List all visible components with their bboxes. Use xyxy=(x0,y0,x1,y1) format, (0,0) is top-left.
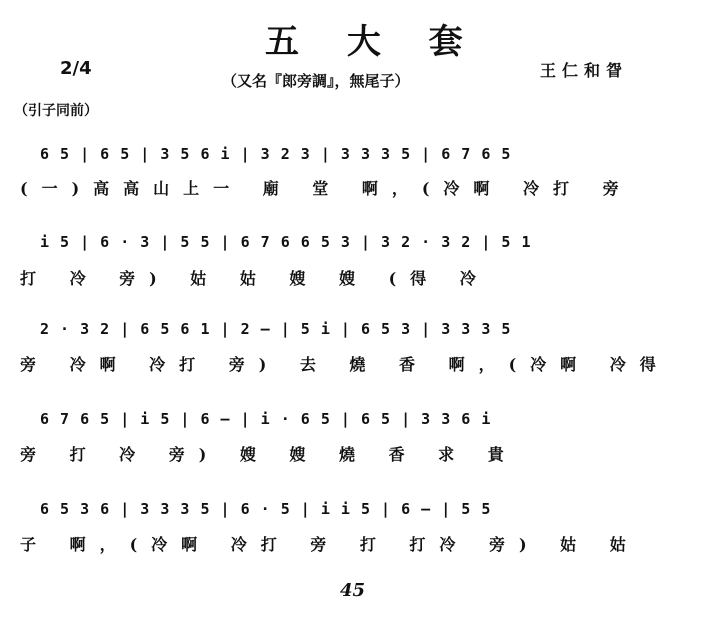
subtitle: （又名『郎旁調』，無尾子） xyxy=(222,72,410,90)
page-number: 45 xyxy=(340,580,366,601)
lyrics-row: 打 冷 旁) 姑 姑 嫂 嫂 (得 冷 xyxy=(20,269,490,288)
intro-note: （引子同前） xyxy=(14,103,98,119)
lyrics-row: 子 啊，(冷啊 冷打 旁 打 打冷 旁) 姑 姑 xyxy=(20,535,640,554)
notation-row: 6 5 3 6 | 3 3 3 5 | 6 · 5 | i i 5 | 6 — | 5 5 xyxy=(40,500,492,518)
lyrics-row: 旁 打 冷 旁) 嫂 嫂 燒 香 求 貴 xyxy=(20,445,518,464)
lyrics-row: 旁 冷啊 冷打 旁) 去 燒 香 啊，(冷啊 冷得 xyxy=(20,355,670,374)
page-title: 五 大 套 xyxy=(265,22,481,62)
time-signature: 2/4 xyxy=(60,58,92,79)
notation-row: 6 7 6 5 | i 5 | 6 — | i · 6 5 | 6 5 | 3 3 6 i xyxy=(40,410,492,428)
notation-row: 2 · 3 2 | 6 5 6 1 | 2 — | 5 i | 6 5 3 | 3 3 3 5 xyxy=(40,320,512,338)
notation-row: 6 5 | 6 5 | 3 5 6 i | 3 2 3 | 3 3 3 5 | 6 7 6 5 xyxy=(40,145,512,163)
composer-credit: 王仁和眢 xyxy=(540,61,629,80)
notation-row: i 5 | 6 · 3 | 5 5 | 6 7 6 6 5 3 | 3 2 · 3 2 | 5 1 xyxy=(40,233,532,251)
lyrics-row: (一)高高山上一 廟 堂 啊，(冷啊 冷打 旁 xyxy=(20,179,633,198)
